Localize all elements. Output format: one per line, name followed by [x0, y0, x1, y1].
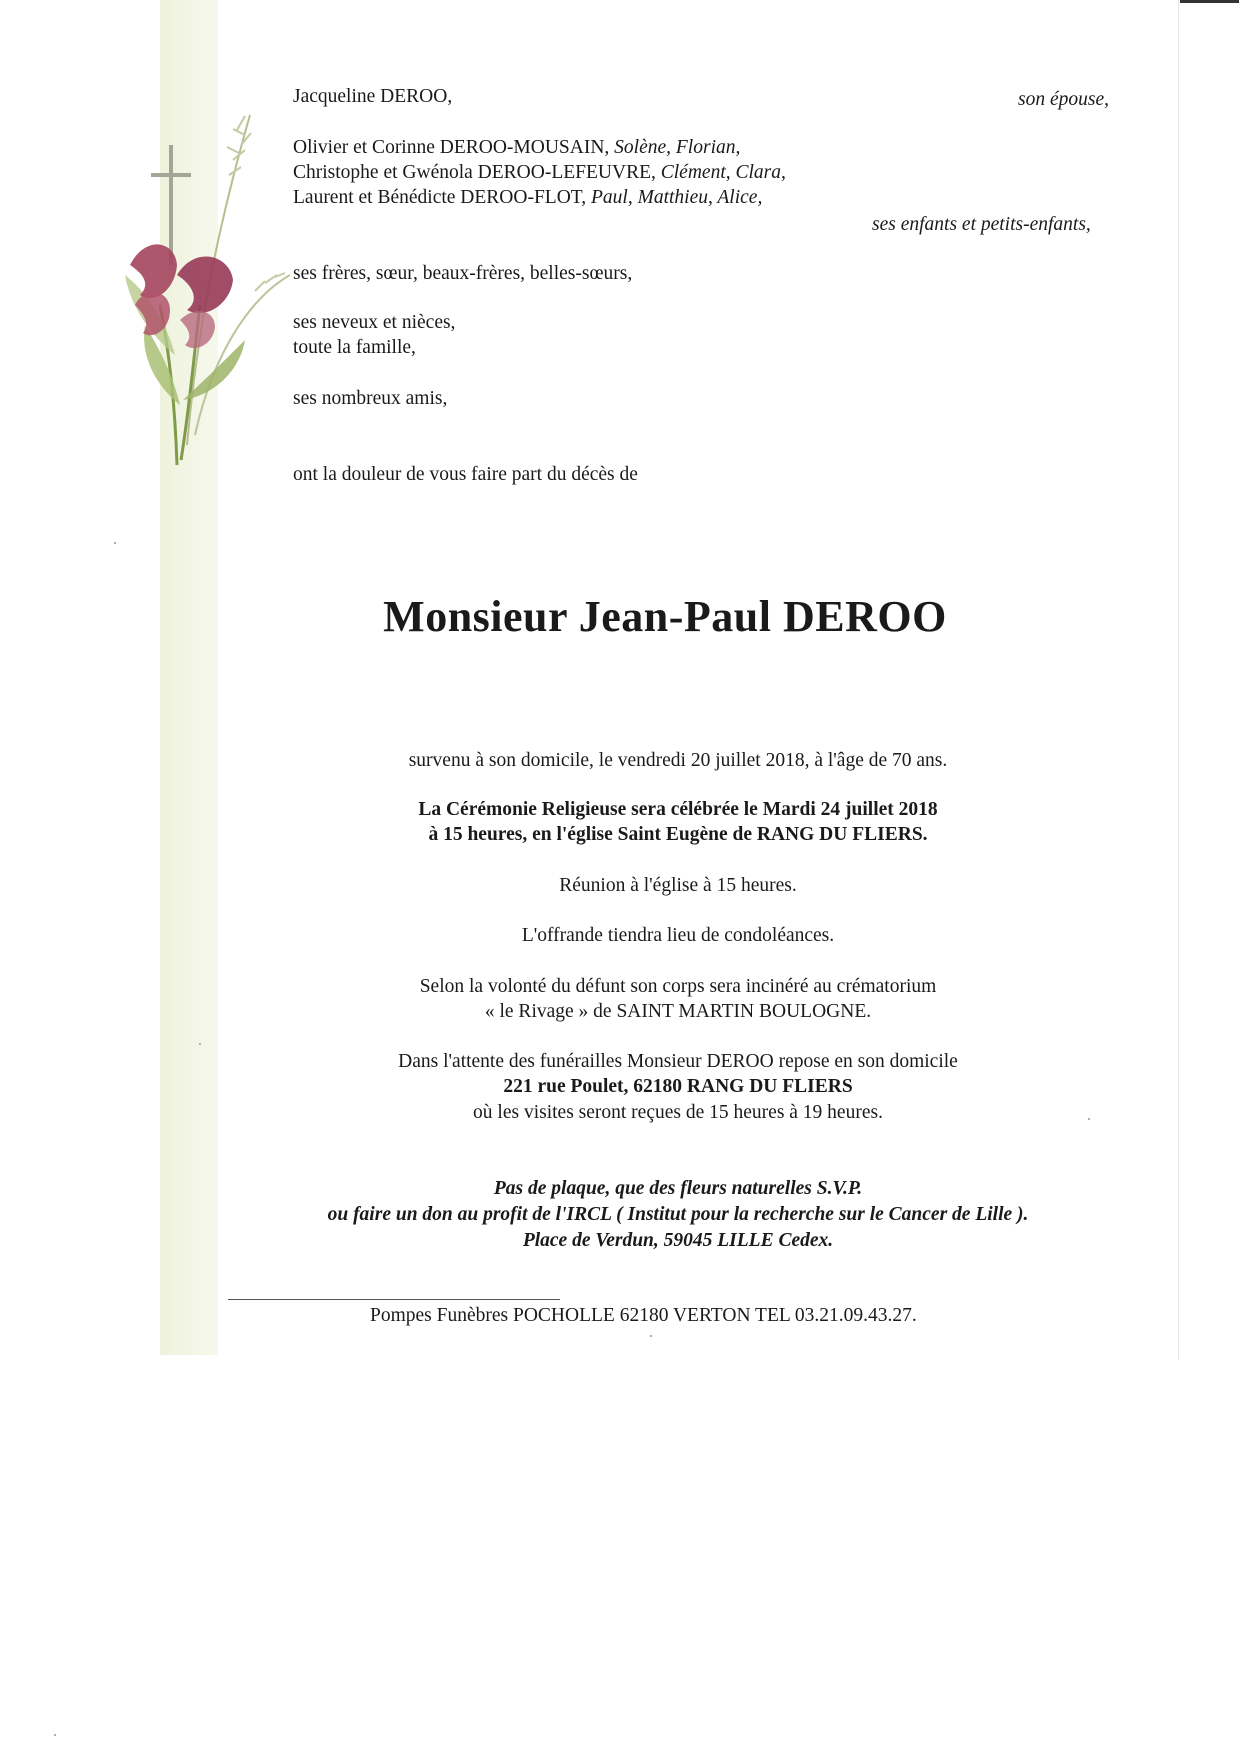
- grandchildren-names: Solène, Florian,: [614, 137, 741, 158]
- spouse-name: Jacqueline DEROO,: [293, 86, 453, 107]
- footer-divider: [228, 1299, 560, 1300]
- flowers-line-1: Pas de plaque, que des fleurs naturelles S.V.P.: [493, 1178, 863, 1199]
- child-names: Laurent et Bénédicte DEROO-FLOT,: [293, 187, 587, 208]
- deceased-name: Monsieur Jean-Paul DEROO: [383, 592, 947, 641]
- grandchildren-names: Clément, Clara,: [660, 162, 786, 183]
- nephews-line: ses neveux et nièces,: [293, 312, 456, 333]
- scan-edge-mark: [1180, 0, 1239, 3]
- cross-and-lily-illustration: [115, 105, 305, 475]
- death-details: survenu à son domicile, le vendredi 20 juillet 2018, à l'âge de 70 ans.: [408, 750, 948, 771]
- flowers-line-2: ou faire un don au profit de l'IRCL ( Institut pour la recherche sur le Cancer de Lille ).: [327, 1204, 1029, 1225]
- cross-icon: [169, 145, 173, 265]
- child-line: [293, 186, 762, 210]
- funeral-home-line: Pompes Funèbres POCHOLLE 62180 VERTON TEL 03.21.09.43.27.: [370, 1305, 917, 1326]
- ceremony-line-2: à 15 heures, en l'église Saint Eugène de RANG DU FLIERS.: [428, 824, 928, 845]
- spouse-role: son épouse,: [1018, 89, 1109, 110]
- cremation-line-1: Selon la volonté du défunt son corps sera incinéré au crématorium: [419, 976, 937, 997]
- child-names: Christophe et Gwénola DEROO-LEFEUVRE,: [293, 162, 656, 183]
- cremation-line-2: « le Rivage » de SAINT MARTIN BOULOGNE.: [484, 1001, 872, 1022]
- repose-line-3: où les visites seront reçues de 15 heures à 19 heures.: [473, 1102, 883, 1123]
- ceremony-line-1: La Cérémonie Religieuse sera célébrée le Mardi 24 juillet 2018: [418, 799, 938, 820]
- offering-line: L'offrande tiendra lieu de condoléances.: [521, 925, 835, 946]
- paper-edge: [1178, 0, 1179, 1360]
- announcement-line: ont la douleur de vous faire part du décès de: [293, 464, 638, 485]
- repose-line-1: Dans l'attente des funérailles Monsieur DEROO repose en son domicile: [398, 1051, 958, 1072]
- grandchildren-names: Paul, Matthieu, Alice,: [591, 187, 763, 208]
- child-line: [293, 136, 740, 160]
- children-role: ses enfants et petits-enfants,: [872, 214, 1091, 235]
- child-line: [293, 161, 786, 185]
- family-line: toute la famille,: [293, 337, 416, 358]
- child-names: Olivier et Corinne DEROO-MOUSAIN,: [293, 137, 610, 158]
- friends-line: ses nombreux amis,: [293, 388, 448, 409]
- repose-address: 221 rue Poulet, 62180 RANG DU FLIERS: [503, 1076, 853, 1097]
- siblings-line: ses frères, sœur, beaux-frères, belles-sœurs,: [293, 263, 633, 284]
- meeting-line: Réunion à l'église à 15 heures.: [559, 875, 797, 896]
- flowers-line-3: Place de Verdun, 59045 LILLE Cedex.: [522, 1230, 834, 1251]
